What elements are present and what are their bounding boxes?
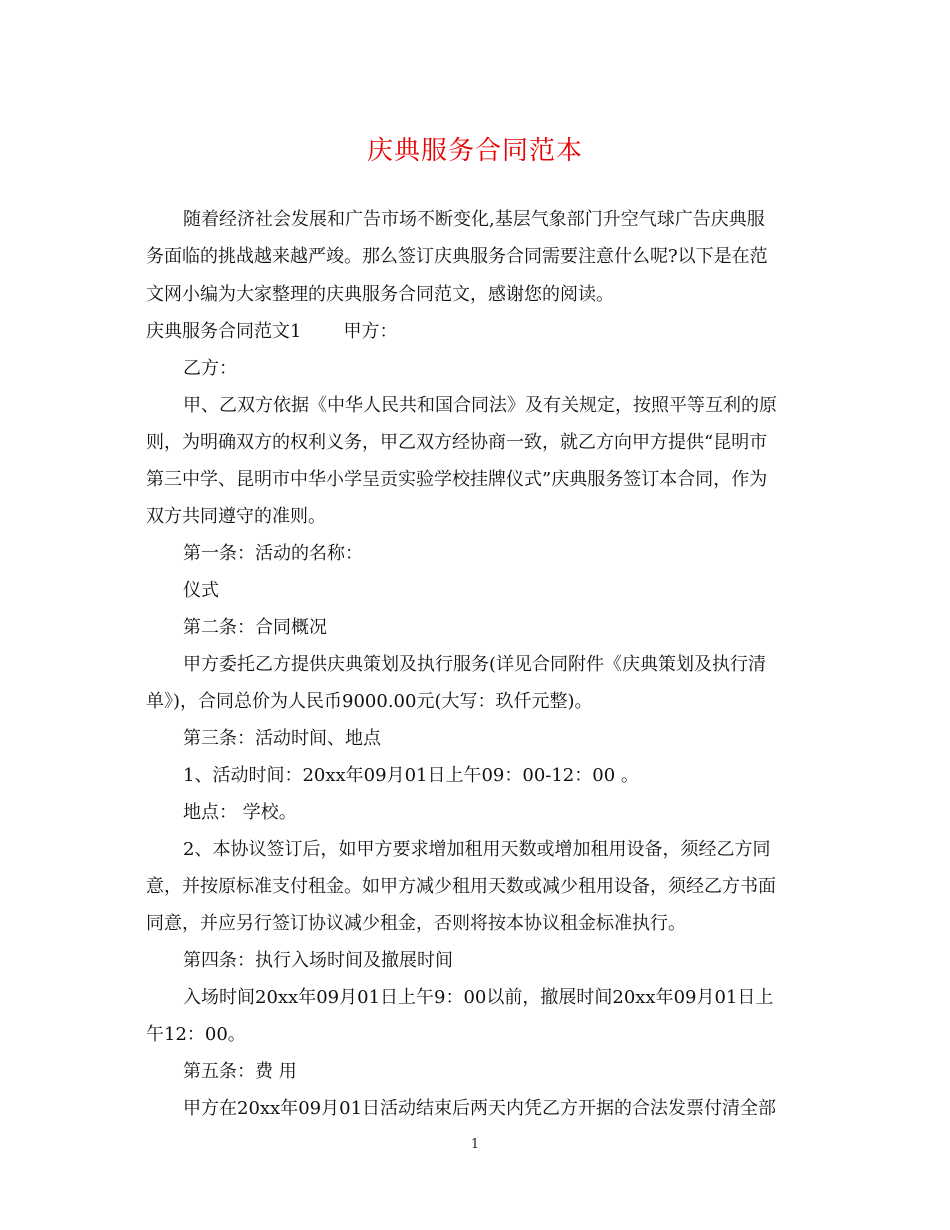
article-heading: 第三条：活动时间、地点	[183, 728, 381, 749]
paragraph-line: 入场时间20xx年09月01日上午9：00以前，撤展时间20xx年09月01日上	[183, 987, 774, 1008]
document-title: 庆典服务合同范本	[366, 136, 583, 166]
paragraph-line: 第三中学、昆明市中华小学呈贡实验学校挂牌仪式”庆典服务签订本合同，作为	[146, 469, 768, 490]
paragraph-line: 则，为明确双方的权利义务，甲乙双方经协商一致，就乙方向甲方提供“昆明市	[146, 432, 768, 453]
paragraph-line: 仪式	[183, 580, 219, 601]
paragraph-line: 地点： 学校。	[183, 802, 297, 823]
paragraph-line: 随着经济社会发展和广告市场不断变化,基层气象部门升空气球广告庆典服	[183, 209, 765, 230]
article-heading: 第二条：合同概况	[183, 617, 327, 638]
paragraph-line: 2、本协议签订后，如甲方要求增加租用天数或增加租用设备，须经乙方同	[183, 839, 771, 860]
paragraph-line: 双方共同遵守的准则。	[146, 506, 326, 527]
page-number: 1	[470, 1137, 480, 1152]
article-heading: 第一条：活动的名称：	[183, 543, 363, 564]
paragraph-line: 意，并按原标准支付租金。如甲方减少租用天数或减少租用设备，须经乙方书面	[146, 876, 776, 897]
paragraph-line: 文网小编为大家整理的庆典服务合同范文，感谢您的阅读。	[146, 284, 614, 305]
contract-subtitle: 庆典服务合同范文1	[146, 321, 302, 342]
article-heading: 第四条：执行入场时间及撤展时间	[183, 950, 453, 971]
paragraph-line: 同意，并应另行签订协议减少租金，否则将按本协议租金标准执行。	[146, 913, 686, 934]
paragraph-line: 单》)，合同总价为人民币9000.00元(大写：玖仟元整)。	[146, 691, 593, 712]
paragraph-line: 1、活动时间：20xx年09月01日上午09：00-12：00 。	[183, 765, 639, 786]
party-b-label: 乙方：	[183, 358, 237, 379]
article-heading: 第五条：费 用	[183, 1061, 297, 1082]
paragraph-line: 甲方在20xx年09月01日活动结束后两天内凭乙方开据的合法发票付清全部	[183, 1098, 777, 1119]
paragraph-line: 甲、乙双方依据《中华人民共和国合同法》及有关规定，按照平等互利的原	[183, 395, 777, 416]
contract-heading-line	[146, 320, 397, 344]
party-a-label: 甲方：	[343, 321, 398, 342]
paragraph-line: 甲方委托乙方提供庆典策划及执行服务(详见合同附件《庆典策划及执行清	[183, 654, 767, 675]
paragraph-line: 午12：00。	[146, 1024, 246, 1045]
paragraph-line: 务面临的挑战越来越严竣。那么签订庆典服务合同需要注意什么呢?以下是在范	[146, 246, 768, 267]
